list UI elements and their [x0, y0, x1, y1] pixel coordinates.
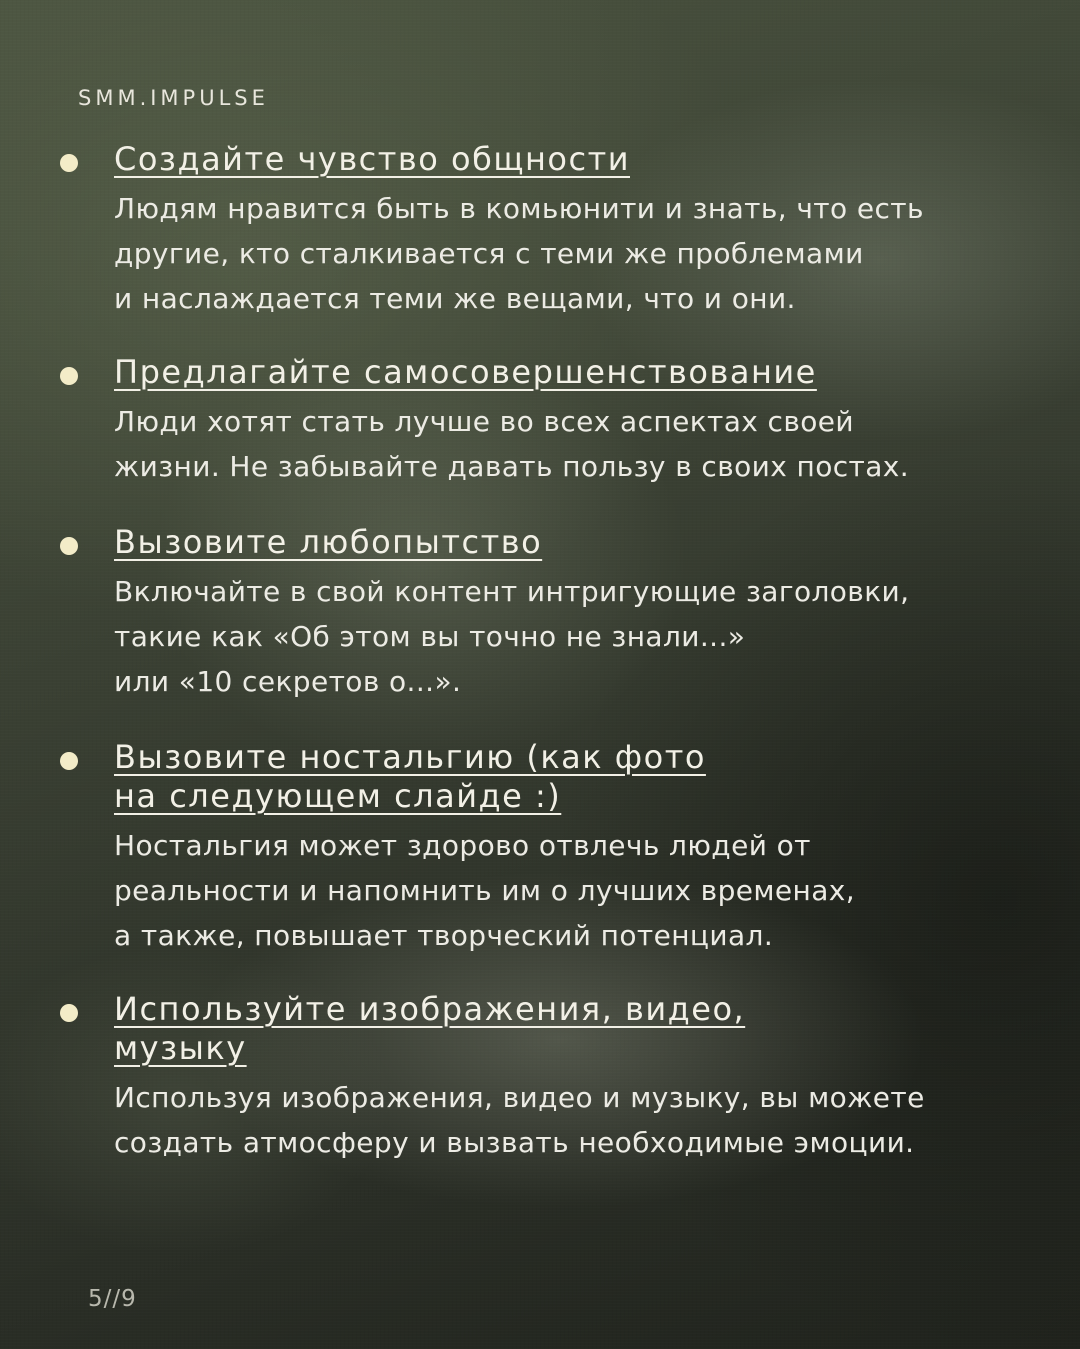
- tip-title-line: Вызовите ностальгию (как фото: [114, 738, 706, 776]
- tip-item-nostalgia: [60, 738, 855, 958]
- tip-title-line: на следующем слайде :): [114, 777, 562, 815]
- bullet-dot-icon: [60, 367, 78, 385]
- tip-body-line: Люди хотят стать лучше во всех аспектах своей: [114, 405, 854, 438]
- bullet-dot-icon: [60, 752, 78, 770]
- tip-body-line: или «10 секретов о...».: [114, 665, 462, 698]
- tip-body-line: и наслаждается теми же вещами, что и они.: [114, 282, 796, 315]
- tip-body-line: Используя изображения, видео и музыку, вы можете: [114, 1081, 925, 1114]
- tip-title-line: Вызовите любопытство: [114, 523, 543, 561]
- tip-title-line: Предлагайте самосовершенствование: [114, 353, 817, 391]
- tip-item-media: [60, 990, 925, 1165]
- bullet-dot-icon: [60, 154, 78, 172]
- tip-body-line: жизни. Не забывайте давать пользу в своих постах.: [114, 450, 910, 483]
- tip-item-self-improvement: [60, 353, 909, 489]
- tip-title-line: музыку: [114, 1029, 247, 1067]
- bullet-dot-icon: [60, 1004, 78, 1022]
- page-indicator: 5//9: [88, 1286, 137, 1312]
- tip-body: [114, 569, 909, 704]
- tip-title: [114, 523, 909, 562]
- tip-body-line: Людям нравится быть в комьюнити и знать, что есть: [114, 192, 924, 225]
- tip-body-line: другие, кто сталкивается с теми же проблемами: [114, 237, 864, 270]
- tip-body-line: Включайте в свой контент интригующие заголовки,: [114, 575, 910, 608]
- tip-item-community: [60, 140, 924, 321]
- tip-body: [114, 1075, 925, 1165]
- tip-body-line: такие как «Об этом вы точно не знали...»: [114, 620, 746, 653]
- tip-title-line: Создайте чувство общности: [114, 140, 630, 178]
- tip-body: [114, 823, 855, 958]
- tip-body-line: Ностальгия может здорово отвлечь людей от: [114, 829, 811, 862]
- tip-title: [114, 738, 855, 816]
- tip-title: [114, 990, 925, 1068]
- tip-title: [114, 140, 924, 179]
- brand-label: SMM.IMPULSE: [78, 86, 269, 110]
- tip-title: [114, 353, 909, 392]
- tip-body-line: реальности и напомнить им о лучших временах,: [114, 874, 856, 907]
- tip-body: [114, 186, 924, 321]
- tip-body-line: создать атмосферу и вызвать необходимые эмоции.: [114, 1126, 915, 1159]
- tip-body: [114, 399, 909, 489]
- tip-body-line: а также, повышает творческий потенциал.: [114, 919, 774, 952]
- tip-title-line: Используйте изображения, видео,: [114, 990, 746, 1028]
- tip-item-curiosity: [60, 523, 909, 704]
- bullet-dot-icon: [60, 537, 78, 555]
